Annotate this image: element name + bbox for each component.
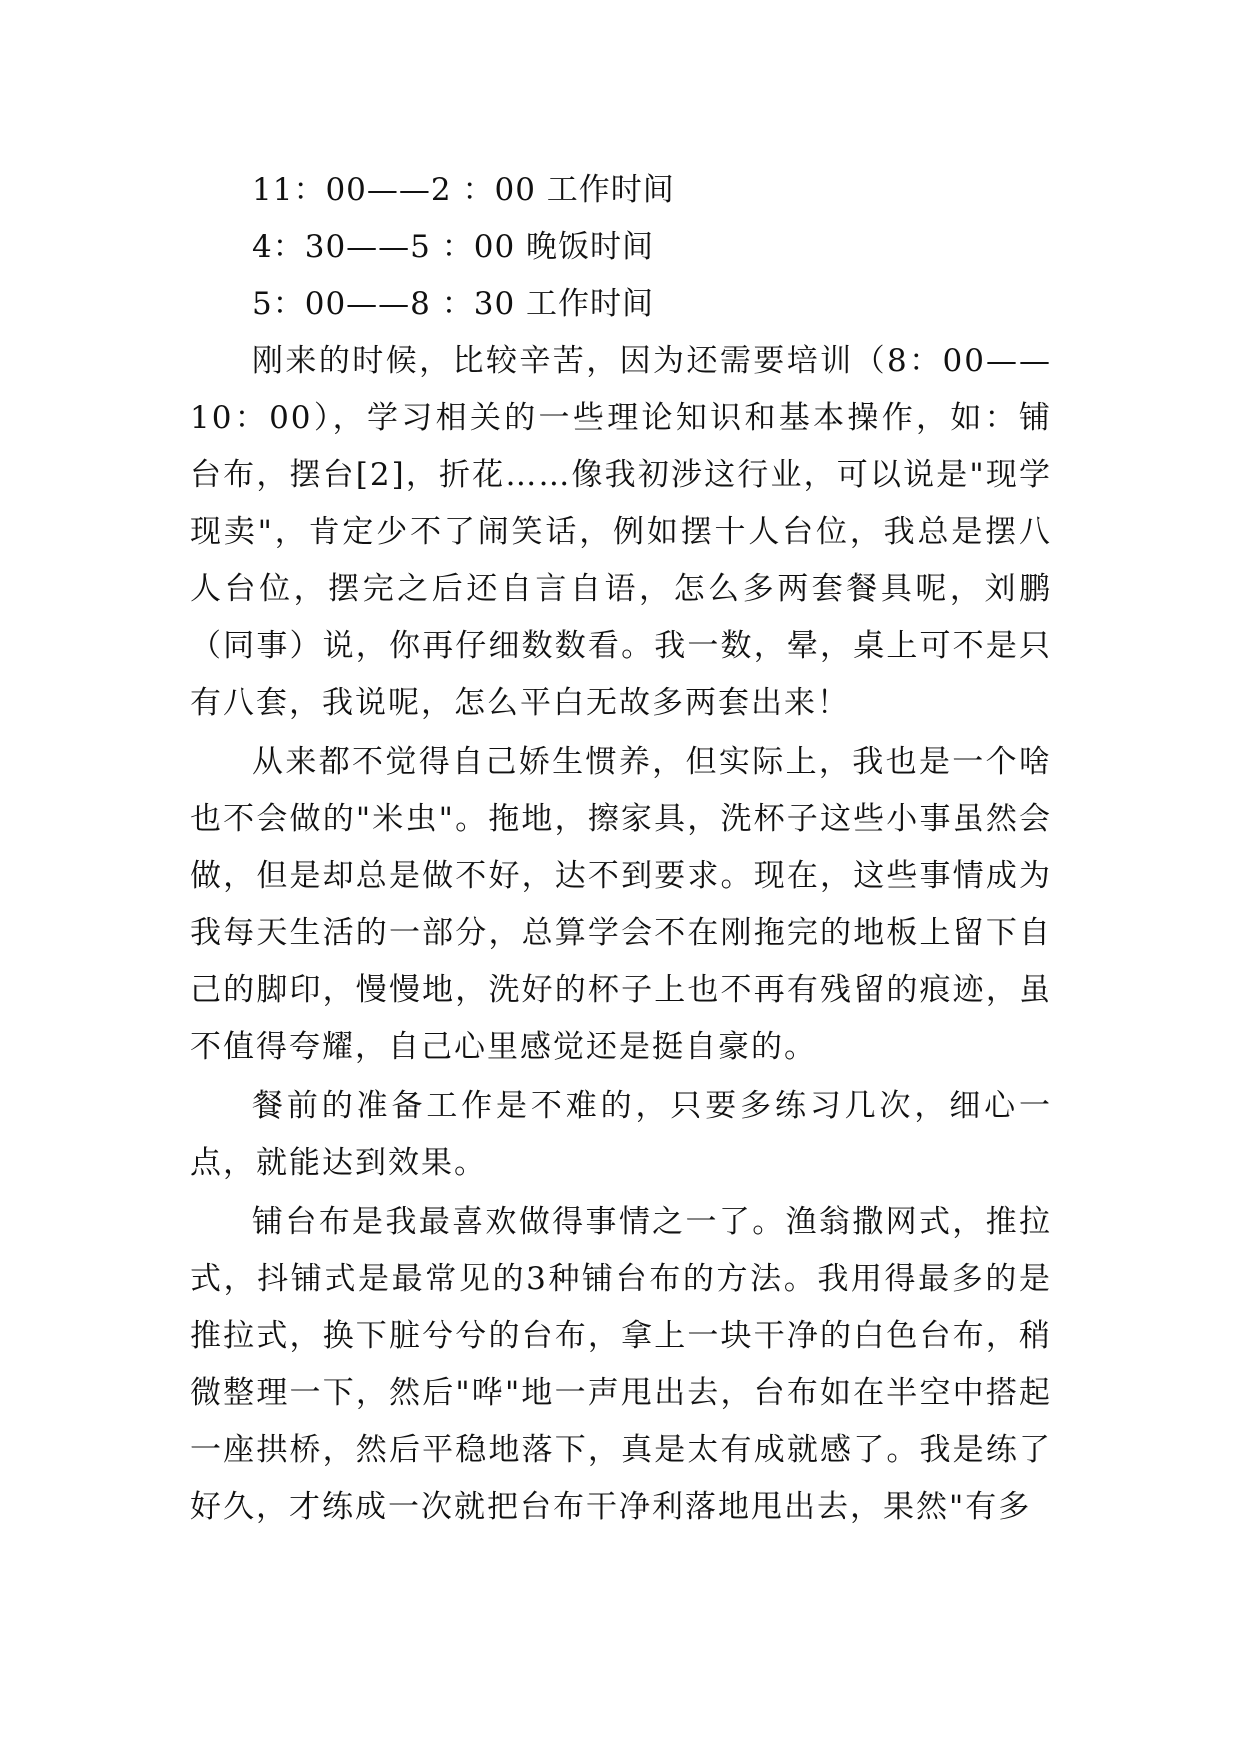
paragraph-preparation: 餐前的准备工作是不难的，只要多练习几次，细心一点，就能达到效果。 [190,1088,1052,1181]
schedule-line: 11：00——2 ：00 工作时间 [252,172,675,208]
schedule-line: 5：00——8 ：30 工作时间 [252,286,655,322]
document-body [190,162,1052,1536]
paragraph-tablecloth: 铺台布是我最喜欢做得事情之一了。渔翁撒网式，推拉式，抖铺式是最常见的3种铺台布的方法。我用得最多的是推拉式，换下脏兮兮的台布，拿上一块干净的白色台布，稍微整理一下，然后"哗"地一声甩出去，台布如在半空中搭起一座拱桥，然后平稳地落下，真是太有成就感了。我是练了好久，才练成一次就把台布干净利落地甩出去，果然"有多 [190,1204,1052,1525]
paragraph-training: 刚来的时候，比较辛苦，因为还需要培训（8：00——10：00），学习相关的一些理论知识和基本操作，如：铺台布，摆台[2]，折花……像我初涉这行业，可以说是"现学现卖"，肯定少不了闹笑话，例如摆十人台位，我总是摆八人台位，摆完之后还自言自语，怎么多两套餐具呢，刘鹏（同事）说，你再仔细数数看。我一数，晕，桌上可不是只有八套，我说呢，怎么平白无故多两套出来！ [190,343,1052,721]
paragraph-housework: 从来都不觉得自己娇生惯养，但实际上，我也是一个啥也不会做的"米虫"。拖地，擦家具，洗杯子这些小事虽然会做，但是却总是做不好，达不到要求。现在，这些事情成为我每天生活的一部分，总算学会不在刚拖完的地板上留下自己的脚印，慢慢地，洗好的杯子上也不再有残留的痕迹，虽不值得夸耀，自己心里感觉还是挺自豪的。 [190,744,1052,1065]
schedule-line: 4：30——5 ：00 晚饭时间 [252,229,655,265]
